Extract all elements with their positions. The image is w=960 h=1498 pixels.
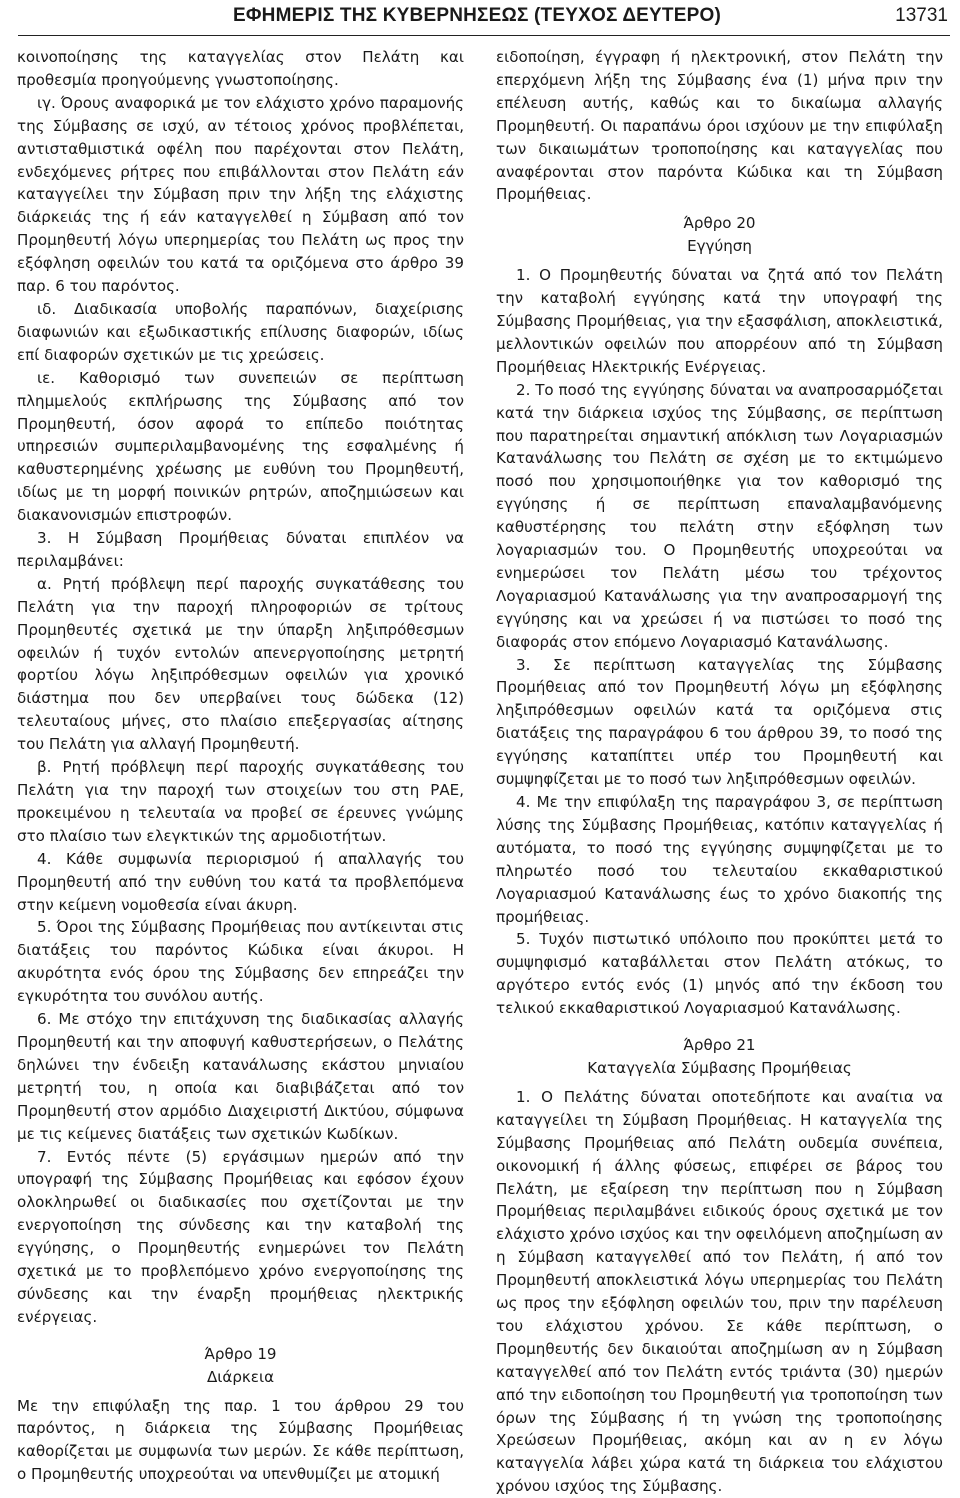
paragraph: ιε. Καθορισμό των συνεπειών σε περίπτωση πλημμελούς εκπλήρωσης της Σύμβασης από τον Προμηθευτή, όσον αφορά το επίπεδο ποιότητας υπηρεσιών συμπεριλαμβανομένης της εσφαλμένης ή καθυστερημένης χρέωσης με ευθύνη του Προμηθευτή, ιδίως με τη μορφή ποινικών ρητρών, αποζημιώσεων και διακανονισμών επιστροφών. [17,368,464,525]
paragraph: Με την επιφύλαξη της παρ. 1 του άρθρου 29 του παρόντος, η διάρκεια της Σύμβασης Προμήθειας καθορίζεται με συμφωνία των μερών. Σε κάθε περίπτωση, ο Προμηθευτής υποχρεούται να υπενθυμίζει με ατομική [17,1396,464,1484]
paragraph: 4. Κάθε συμφωνία περιορισμού ή απαλλαγής του Προμηθευτή από την ευθύνη του κατά τα προβλεπόμενα στην κείμενη νομοθεσία είναι άκυρη. [17,849,464,914]
paragraph: 3. Η Σύμβαση Προμήθειας δύναται επιπλέον να περιλαμβάνει: [17,529,464,570]
paragraph: β. Ρητή πρόβλεψη περί παροχής συγκατάθεσης του Πελάτη για την παροχή των στοιχείων του στη ΡΑΕ, προκειμένου η τελευταία να προβεί σε έρευνες γνώμης στο πλαίσιο των ελεγκτικών της αρμοδιοτήτων. [17,758,464,845]
gazette-title: ΕΦΗΜΕΡΙΣ ΤΗΣ ΚΥΒΕΡΝΗΣΕΩΣ (ΤΕΥΧΟΣ ΔΕΥΤΕΡΟ) [233,5,721,26]
paragraph: 1. Ο Πελάτης δύναται οποτεδήποτε και αναίτια να καταγγείλει τη Σύμβαση Προμήθειας. Η καταγγελία της Σύμβασης Προμήθειας από Πελάτη ουδεμία συνέπεια, οικονομική ή άλλης φύσεως, επιφέρει σε βάρος του Πελάτη, με εξαίρεση την περίπτωση που η Σύμβαση Προμήθειας περιλαμβάνει ειδικούς όρους σχετικά με τον ελάχιστο χρόνο ισχύος και την οφειλόμενη αποζημίωση αν η Σύμβαση καταγγελθεί από τον Πελάτη, ή από τον Προμηθευτή αποκλειστικά λόγω υπερημερίας του Πελάτη ως προς την εξόφληση οφειλών του, πριν την παρέλευση του ελάχιστου χρόνου. Σε κάθε περίπτωση, ο Προμηθευτής δεν δικαιούται αποζημίωση αν η Σύμβαση καταγγελθεί από τον Πελάτη εντός τριάντα (30) ημερών από την ειδοποίηση του Προμηθευτή για τροποποίηση των όρων της Σύμβασης ή τη γνώση της τροποποίησης Χρεώσεων Προμήθειας, ακόμη και αν η εν λόγω καταγγελία λάβει χώρα κατά τη διάρκεια του ελάχιστου χρόνου ισχύος της Σύμβασης. [496,1087,943,1496]
paragraph: 3. Σε περίπτωση καταγγελίας της Σύμβασης Προμήθειας από τον Προμηθευτή λόγω μη εξόφλησης ληξιπρόθεσμων οφειλών κατά τα οριζόμενα στις διατάξεις της παραγράφου 6 του άρθρου 39, το ποσό της εγγύησης καταπίπτει υπέρ του Προμηθευτή και συμψηφίζεται με το ποσό των ληξιπρόθεσμων οφειλών. [496,655,943,789]
page-header [0,0,960,40]
paragraph: κοινοποίησης της καταγγελίας στον Πελάτη και προθεσμία προηγούμενης γνωστοποίησης. [17,48,464,89]
paragraph: 7. Εντός πέντε (5) εργάσιμων ημερών από την υπογραφή της Σύμβασης Προμήθειας και εφόσον έχουν ολοκληρωθεί οι διαδικασίες που σχετίζονται με την ενεργοποίηση της σύνδεσης και την καταβολή της εγγύησης, ο Προμηθευτής ενημερώνει τον Πελάτη σχετικά με το προβλεπόμενο χρόνο ενεργοποίησης της σύνδεσης και την έναρξη προμήθειας ηλεκτρικής ενέργειας. [17,1147,464,1326]
article-number: Άρθρο 19 [204,1344,277,1363]
paragraph: 4. Με την επιφύλαξη της παραγράφου 3, σε περίπτωση λύσης της Σύμβασης Προμήθειας, κατόπιν καταγγελίας ή αυτόματα, το ποσό της εγγύησης συμψηφίζεται με το πληρωτέο ποσό του τελευταίου εκκαθαριστικού Λογαριασμού Κατανάλωσης έως το χρόνο διακοπής της προμήθειας. [496,793,943,926]
article-title: Εγγύηση [687,237,752,256]
header-divider [18,35,950,36]
page-number: 13731 [895,5,948,26]
article-title: Διάρκεια [206,1367,275,1386]
article-title: Καταγγελία Σύμβασης Προμήθειας [587,1058,852,1077]
paragraph: 5. Τυχόν πιστωτικό υπόλοιπο που προκύπτει μετά το συμψηφισμό καταβάλλεται στον Πελάτη ατόκως, το αργότερο εντός ενός (1) μηνός από την έκδοση του τελικού εκκαθαριστικού Λογαριασμού Κατανάλωσης. [496,930,943,1018]
paragraph: 1. Ο Προμηθευτής δύναται να ζητά από τον Πελάτη την καταβολή εγγύησης κατά την υπογραφή της Σύμβασης Προμήθειας, για την εξασφάλιση, αποκλειστικά, μελλοντικών οφειλών που απορρέουν από τη Σύμβαση Προμήθειας Ηλεκτρικής Ενέργειας. [496,266,943,376]
paragraph: 2. Το ποσό της εγγύησης δύναται να αναπροσαρμόζεται κατά την διάρκεια ισχύος της Σύμβασης, σε περίπτωση που παρατηρείται σημαντική απόκλιση των Λογαριασμών Κατανάλωσης του Πελάτη σε σχέση με το εκτιμώμενο ποσό που χρησιμοποιήθηκε για τον καθορισμό της εγγύησης ή σε περίπτωση επαναλαμβανόμενης καθυστέρησης του πελάτη στην εξόφληση των λογαριασμών του. Ο Προμηθευτής υποχρεούται να ενημερώσει τον Πελάτη μέσω του τρέχοντος Λογαριασμού Κατανάλωσης για την αναπροσαρμογή της εγγύησης και να χρεώσει ή να πιστώσει το ποσό της διαφοράς στον επόμενο Λογαριασμό Κατανάλωσης. [496,380,943,651]
left-column [17,46,464,1484]
article-number: Άρθρο 20 [683,214,756,233]
paragraph: α. Ρητή πρόβλεψη περί παροχής συγκατάθεσης του Πελάτη για την παροχή πληροφοριών σε τρίτους Προμηθευτές σχετικά με την ύπαρξη ληξιπρόθεσμων οφειλών ή τυχόν εντολών απενεργοποίησης μετρητή φορτίου λόγω ληξιπρόθεσμων οφειλών για χρονικό διάστημα που δεν υπερβαίνει τους δώδεκα (12) τελευταίους μήνες, στο πλαίσιο επεξεργασίας αίτησης του Πελάτη για αλλαγή Προμηθευτή. [17,574,464,754]
paragraph: ιδ. Διαδικασία υποβολής παραπόνων, διαχείρισης διαφωνιών και εξωδικαστικής επίλυσης διαφορών, ιδίως επί διαφορών σχετικών με τις χρεώσεις. [17,299,464,364]
right-column [496,46,943,1496]
paragraph: 5. Όροι της Σύμβασης Προμήθειας που αντίκεινται στις διατάξεις του παρόντος Κώδικα είναι άκυροι. Η ακυρότητα ενός όρου της Σύμβασης δεν επηρεάζει την εγκυρότητα του συνόλου αυτής. [17,918,464,1006]
paragraph: ειδοποίηση, έγγραφη ή ηλεκτρονική, στον Πελάτη την επερχόμενη λήξη της Σύμβασης ένα (1) μήνα πριν την επέλευση αυτής, καθώς και το δικαίωμα αλλαγής Προμηθευτή. Οι παραπάνω όροι ισχύουν με την επιφύλαξη των δικαιωμάτων τροποποίησης και καταγγελίας που αναφέρονται στον παρόντα Κώδικα και τη Σύμβαση Προμήθειας. [496,48,943,204]
paragraph: 6. Με στόχο την επιτάχυνση της διαδικασίας αλλαγής Προμηθευτή και την αποφυγή καθυστερήσεων, ο Πελάτης δηλώνει την ένδειξη κατανάλωσης εκάστου μηνιαίου μετρητή του, η οποία και διαβιβάζεται από τον Προμηθευτή στον αρμόδιο Διαχειριστή Δικτύου, σύμφωνα με τις κείμενες διατάξεις των σχετικών Κωδίκων. [17,1010,464,1143]
paragraph: ιγ. Όρους αναφορικά με τον ελάχιστο χρόνο παραμονής της Σύμβασης σε ισχύ, αν τέτοιος χρόνος προβλέπεται, αντισταθμιστικά οφέλη που παρέχονται στον Πελάτη, ενδεχόμενες ρήτρες που επιβάλλονται στον Πελάτη εάν καταγγείλει την Σύμβαση πριν την λήξη της ελάχιστης διάρκειάς της ή εάν καταγγελθεί η Σύμβαση από τον Προμηθευτή λόγω υπερημερίας του Πελάτη ως προς την εξόφληση οφειλών του κατά τα οριζόμενα στο άρθρο 39 παρ. 6 του παρόντος. [17,93,464,296]
article-number: Άρθρο 21 [683,1036,756,1055]
